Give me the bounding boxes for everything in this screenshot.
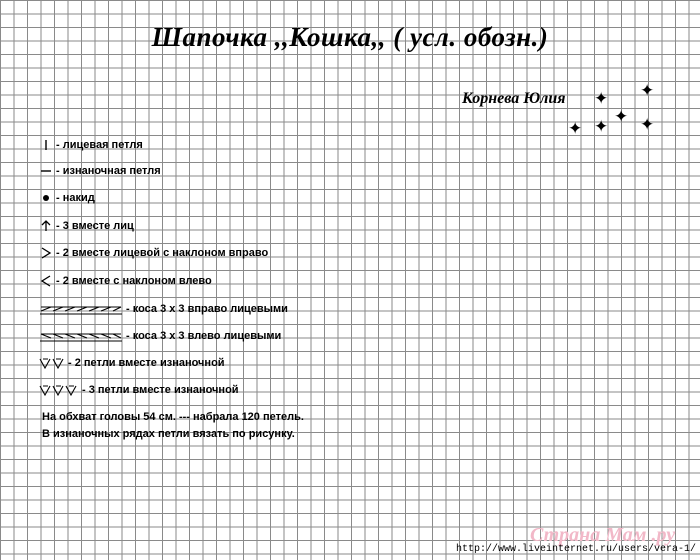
cable-right-icon <box>38 302 124 316</box>
legend-label: - коса 3 х 3 влево лицевыми <box>126 330 282 342</box>
legend-label: - 2 вместе с наклоном влево <box>56 275 212 287</box>
legend-label: - 3 вместе лиц <box>56 220 134 232</box>
left-lean-decrease-icon <box>38 274 54 288</box>
sparkle-icon: ✦ <box>640 115 655 134</box>
legend-row <box>38 219 134 233</box>
legend-row <box>38 164 161 178</box>
note-instructions: В изнаночных рядах петли вязать по рисунку. <box>42 428 295 440</box>
p3tog-icon <box>38 383 80 397</box>
legend-row <box>38 329 281 343</box>
legend-row <box>38 383 239 397</box>
author-name: Корнева Юлия <box>462 90 566 107</box>
yarn-over-icon <box>38 191 54 205</box>
legend-row <box>38 138 143 152</box>
note-gauge: На обхват головы 54 см. --- набрала 120 петель. <box>42 411 304 423</box>
legend-label: - 2 вместе лицевой с наклоном вправо <box>56 247 269 259</box>
sparkle-icon: ✦ <box>640 81 655 100</box>
k3tog-arrow-icon <box>38 219 54 233</box>
sparkle-icon: ✦ <box>568 119 583 138</box>
watermark: Страна Мам .ру <box>530 524 676 546</box>
sparkle-icon: ✦ <box>594 89 609 108</box>
source-url: http://www.liveinternet.ru/users/vera-1/ <box>456 544 697 555</box>
knit-stitch-icon <box>38 138 54 152</box>
right-lean-decrease-icon <box>38 246 54 260</box>
legend-row <box>38 356 225 370</box>
legend-row <box>38 246 268 260</box>
legend-label: - лицевая петля <box>56 139 143 151</box>
legend-label: - изнаночная петля <box>56 165 161 177</box>
purl-stitch-icon <box>38 164 54 178</box>
sparkle-icon: ✦ <box>614 107 629 126</box>
legend-row <box>38 191 95 205</box>
legend-row <box>38 302 288 316</box>
legend-row <box>38 274 212 288</box>
legend-label: - коса 3 х 3 вправо лицевыми <box>126 303 288 315</box>
cable-left-icon <box>38 329 124 343</box>
legend-label: - накид <box>56 192 95 204</box>
page-title: Шапочка ,,Кошка,, ( усл. обозн.) <box>151 22 549 52</box>
sparkle-icon: ✦ <box>594 117 609 136</box>
legend-label: - 3 петли вместе изнаночной <box>82 384 239 396</box>
p2tog-icon <box>38 356 66 370</box>
legend-label: - 2 петли вместе изнаночной <box>68 357 225 369</box>
